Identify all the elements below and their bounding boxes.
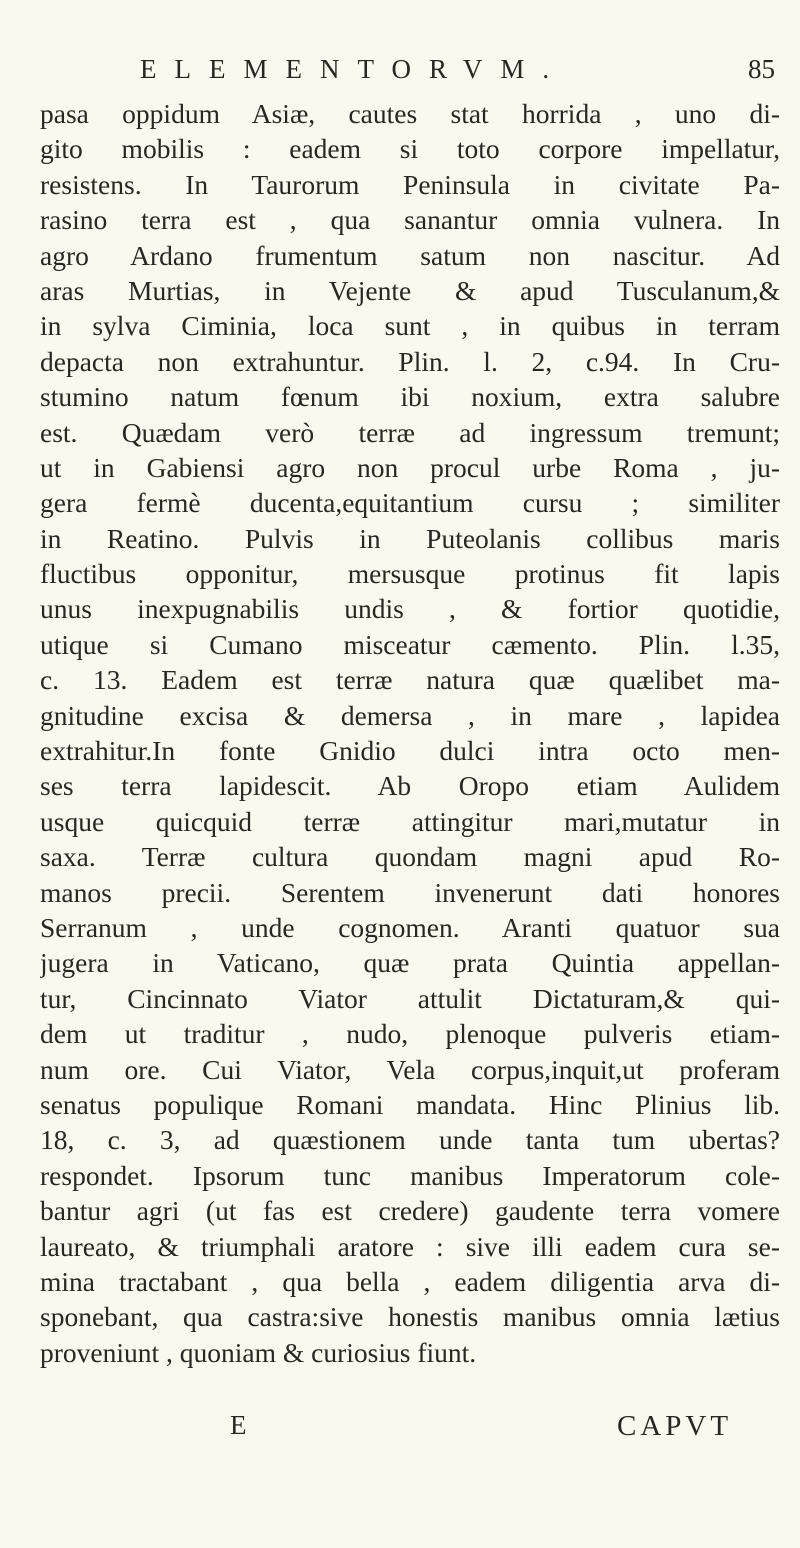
body-text	[40, 96, 780, 1370]
text-line: usque quicquid terræ attingitur mari,mutatur in	[40, 805, 780, 837]
text-line: in Reatino. Pulvis in Puteolanis collibus maris	[40, 522, 780, 554]
text-line: Serranum , unde cognomen. Aranti quatuor sua	[40, 911, 780, 943]
text-line: num ore. Cui Viator, Vela corpus,inquit,ut proferam	[40, 1053, 780, 1085]
text-line: manos precii. Serentem invenerunt dati honores	[40, 876, 780, 908]
text-line: est. Quædam verò terræ ad ingressum tremunt;	[40, 416, 780, 448]
text-line: fluctibus opponitur, mersusque protinus fit lapis	[40, 558, 780, 590]
text-line: stumino natum fœnum ibi noxium, extra salubre	[40, 381, 780, 413]
text-line: gnitudine excisa & demersa , in mare , lapidea	[40, 699, 780, 731]
text-line: saxa. Terræ cultura quondam magni apud Ro-	[40, 841, 780, 873]
page-footer	[0, 1410, 800, 1450]
page-number: 85	[748, 54, 775, 84]
text-line: in sylva Ciminia, loca sunt , in quibus in terram	[40, 310, 780, 342]
text-line: respondet. Ipsorum tunc manibus Imperatorum cole-	[40, 1159, 780, 1191]
text-line: tur, Cincinnato Viator attulit Dictaturam,& qui-	[40, 982, 780, 1014]
catchword: CAPVT	[617, 1410, 733, 1442]
text-line: gera fermè ducenta,equitantium cursu ; similiter	[40, 487, 780, 519]
text-line: extrahitur.In fonte Gnidio dulci intra octo men-	[40, 735, 780, 767]
text-line: sponebant, qua castra:sive honestis manibus omnia lætius	[40, 1301, 780, 1333]
page-header	[0, 54, 800, 94]
text-line: pasa oppidum Asiæ, cautes stat horrida , uno di-	[40, 98, 780, 129]
text-line: 18, c. 3, ad quæstionem unde tanta tum ubertas?	[40, 1124, 780, 1156]
text-line: aras Murtias, in Vejente & apud Tusculanum,&	[40, 274, 780, 306]
text-line: resistens. In Taurorum Peninsula in civitate Pa-	[40, 168, 780, 200]
text-line: rasino terra est , qua sanantur omnia vulnera. In	[40, 204, 780, 236]
text-line: laureato, & triumphali aratore : sive illi eadem cura se-	[40, 1230, 780, 1262]
text-line: proveniunt , quoniam & curiosius fiunt.	[40, 1336, 477, 1368]
text-line: senatus populique Romani mandata. Hinc Plinius lib.	[40, 1088, 780, 1120]
text-line: gito mobilis : eadem si toto corpore impellatur,	[40, 133, 780, 165]
text-line: dem ut traditur , nudo, plenoque pulveris etiam-	[40, 1018, 780, 1050]
text-line: jugera in Vaticano, quæ prata Quintia appellan-	[40, 947, 780, 979]
text-line: bantur agri (ut fas est credere) gaudente terra vomere	[40, 1195, 780, 1227]
running-head: ELEMENTORVM.	[140, 54, 568, 84]
text-line: mina tractabant , qua bella , eadem diligentia arva di-	[40, 1265, 780, 1297]
text-line: depacta non extrahuntur. Plin. l. 2, c.94. In Cru-	[40, 345, 780, 377]
text-line: unus inexpugnabilis undis , & fortior quotidie,	[40, 593, 780, 625]
text-line: utique si Cumano misceatur cæmento. Plin. l.35,	[40, 628, 780, 660]
text-line: c. 13. Eadem est terræ natura quæ quælibet ma-	[40, 664, 780, 696]
text-line: ses terra lapidescit. Ab Oropo etiam Aulidem	[40, 770, 780, 802]
text-line: ut in Gabiensi agro non procul urbe Roma , ju-	[40, 451, 780, 483]
signature-mark: E	[230, 1410, 247, 1440]
text-line: agro Ardano frumentum satum non nascitur. Ad	[40, 239, 780, 271]
